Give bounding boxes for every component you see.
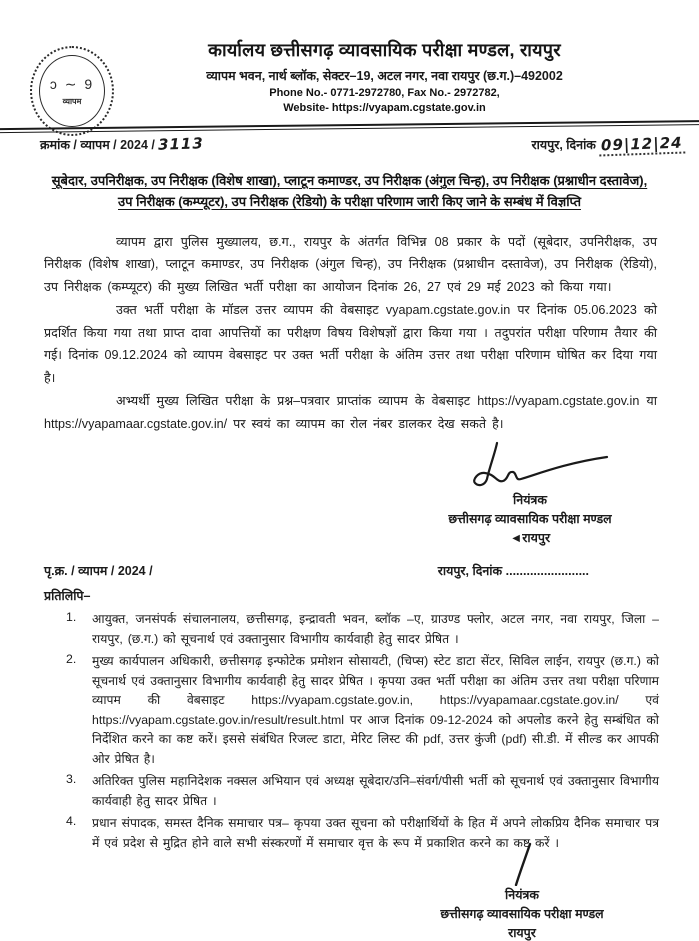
- signatory-title: नियंत्रक: [513, 493, 547, 508]
- reference-number: [40, 135, 204, 153]
- paragraph: उक्त भर्ती परीक्षा के मॉडल उत्तर व्यापम की वेबसाइट vyapam.cgstate.gov.in पर दिनांक 05.06.2023 को प्रदर्शित किया गया तथा प्राप्त दावा आपत्तियों का परीक्षण विषय विशेषज्ञों द्वारा किया गया । तदुपरांत परीक्षा परिणाम तैयार की गई। दिनांक 09.12.2024 को व्यापम वेबसाइट पर उक्त भर्ती परीक्षा के अंतिम उत्तर तथा परीक्षा परिणाम घोषित कर दिया गया है।: [44, 303, 657, 385]
- signatory-place-text: रायपुर: [522, 531, 551, 546]
- copy-to-list: [0, 604, 699, 853]
- vyapam-seal-logo: [30, 46, 114, 136]
- paragraph: व्यापम द्वारा पुलिस मुख्यालय, छ.ग., रायपुर के अंतर्गत विभिन्न 08 प्रकार के पदों (सूबेदार, उपनिरीक्षक, उप निरीक्षक (विशेष शाखा), प्लाटून कमाण्डर, उप निरीक्षक (अंगुल चिन्ह), उप निरीक्षक (प्रश्नाधीन दस्तावेज), उप निरीक्षक (रेडियो), उप निरीक्षक (कम्प्यूटर) की मुख्य लिखित भर्ती परीक्षा का आयोजन दिनांक 26, 27 एवं 29 मई 2023 को किया गया।: [44, 234, 657, 294]
- pen-arrow-mark: ◄: [509, 531, 523, 546]
- list-item-text: मुख्य कार्यपालन अधिकारी, छत्तीसगढ़ इन्फोटेक प्रमोशन सोसायटी, (चिप्स) स्टेट डाटा सेंटर, सिविल लाईन, रायपुर (छ.ग.) को सूचनार्थ एवं उक्तानुसार विभागीय कार्यवाही हेतु सादर प्रेषित । कृपया उक्त भर्ती परीक्षा का अंतिम उत्तर तथा परीक्षा परिणाम व्यापम की वेबसाइट https://vyapam.cgstate.gov.in, https://vyapamaar.cgstate.gov.in/ एवं https://vyapam.cgstate.gov.in/result/result.html पर आज दिनांक 09-12-2024 को अपलोड करने हेतु सम्बंधित को निर्देशित करने का कष्ट करें। इससे संबंधित रिजल्ट डाटा, मेरिट लिस्ट की pdf, उत्तर कुंजी (pdf) सी.डी. में सील्ड कर आपकी ओर प्रेषित है।: [92, 654, 659, 766]
- copy-to-label: प्रतिलिपि–: [44, 589, 91, 604]
- footer-reference-number: पृ.क्र. / व्यापम / 2024 /: [44, 564, 153, 579]
- letterhead-text: [70, 38, 699, 114]
- vyapam-seal-inner: [39, 55, 105, 127]
- reference-label: क्रमांक / व्यापम / 2024 /: [40, 138, 155, 152]
- list-item-number: 4.: [66, 814, 77, 829]
- list-item: [66, 610, 659, 649]
- list-item-text: प्रधान संपादक, समस्त दैनिक समाचार पत्र– कृपया उक्त सूचना को परीक्षार्थियों के हित में अपने लोकप्रिय दैनिक समाचार पत्र में एवं प्रदेश से मुद्रित होने वाले सभी संस्करणों में समाचार वृत्त के रूप में प्रकाशित करने का कष्ट करें ।: [92, 816, 659, 850]
- signatory-org: छत्तीसगढ़ व्यावसायिक परीक्षा मण्डल: [448, 512, 612, 527]
- org-address: व्यापम भवन, नार्थ ब्लॉक, सेक्टर–19, अटल नगर, नवा रायपुर (छ.ग.)–492002: [206, 69, 563, 83]
- letterhead: [0, 0, 699, 129]
- reference-row: [0, 129, 699, 155]
- org-phone: Phone No.- 0771-2972780, Fax No.- 2972782,: [269, 87, 500, 99]
- signatory-org: छत्तीसगढ़ व्यावसायिक परीक्षा मण्डल: [440, 907, 604, 921]
- list-item: [66, 652, 659, 769]
- list-item-number: 1.: [66, 610, 77, 625]
- signatory-place: [395, 529, 665, 546]
- paragraph: अभ्यर्थी मुख्य लिखित परीक्षा के प्रश्न–पत्रवार प्राप्तांक व्यापम के वेबसाइट https://vyapam.cgstate.gov.in या https://vyapamaar.cgstate.gov.in/ पर स्वयं का व्यापम का रोल नंबर डालकर देख सकते है।: [44, 394, 657, 431]
- footer-date-dots: ........................: [505, 564, 589, 579]
- signatory-place: रायपुर: [508, 926, 536, 940]
- list-item-number: 2.: [66, 652, 77, 667]
- subject-line: सूबेदार, उपनिरीक्षक, उप निरीक्षक (विशेष शाखा), प्लाटून कमाण्डर, उप निरीक्षक (अंगुल चिन्ह), उप निरीक्षक (प्रश्नाधीन दस्तावेज), उप निरीक्षक (कम्प्यूटर), उप निरीक्षक (रेडियो) के परीक्षा परिणाम जारी किए जाने के सम्बंध में विज्ञप्ति: [51, 173, 648, 209]
- list-item: [66, 772, 659, 811]
- list-item-number: 3.: [66, 772, 77, 787]
- reference-number-handwritten: 3113: [158, 134, 205, 154]
- signature-block: [395, 439, 665, 546]
- list-item-text: आयुक्त, जनसंपर्क संचालनालय, छत्तीसगढ़, इन्द्रावती भवन, ब्लॉक –ए, ग्राउण्ड फ्लोर, अटल नगर, नवा रायपुर, जिला –रायपुर, (छ.ग.) को सूचनार्थ एवं उक्तानुसार विभागीय कार्यवाही हेतु सादर प्रेषित ।: [92, 612, 659, 646]
- signature-block-bottom: [397, 842, 647, 941]
- org-title: कार्यालय छत्तीसगढ़ व्यावसायिक परीक्षा मण्डल, रायपुर: [208, 40, 561, 60]
- place-date-label: रायपुर, दिनांक: [531, 138, 596, 152]
- seal-emblem-icon: ↄ ∼ 9: [49, 75, 95, 92]
- letter-body: [0, 213, 699, 436]
- footer-place-date-label: रायपुर, दिनांक: [437, 564, 503, 579]
- signature-scribble: [445, 439, 615, 491]
- footer-place-date: [438, 562, 589, 579]
- org-website: Website- https://vyapam.cgstate.gov.in: [283, 102, 486, 114]
- signature-scribble: [492, 842, 552, 886]
- date-handwritten: 09|12|24: [599, 134, 685, 157]
- list-item-text: अतिरिक्त पुलिस महानिदेशक नक्सल अभियान एवं अध्यक्ष सूबेदार/उनि–संवर्ग/पीसी भर्ती को सूचनार्थ एवं उक्तानुसार विभागीय कार्यवाही हेतु सादर प्रेषित ।: [92, 774, 659, 808]
- place-date: [532, 135, 686, 155]
- signatory-title: नियंत्रक: [505, 888, 539, 902]
- footer-reference-row: [0, 546, 699, 579]
- seal-label: व्यापम: [62, 96, 82, 106]
